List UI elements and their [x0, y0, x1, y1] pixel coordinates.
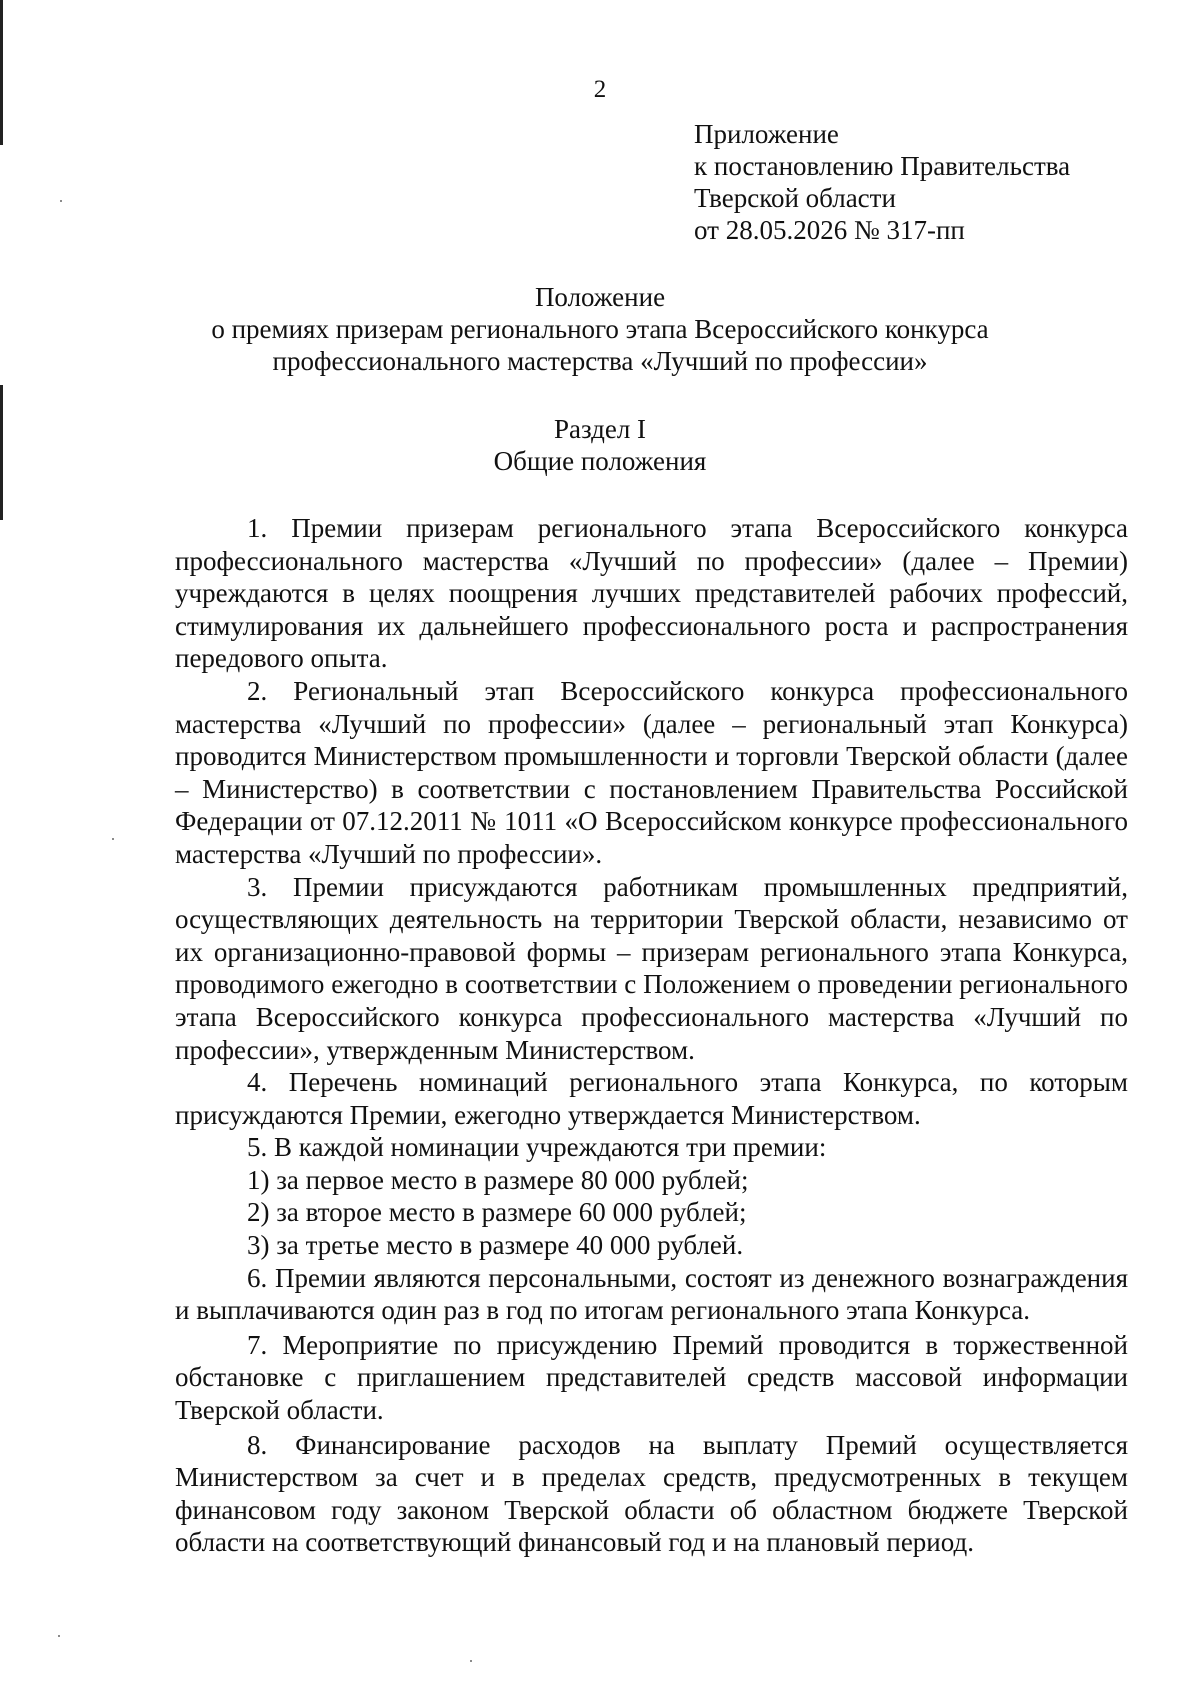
scan-dust: [470, 1660, 472, 1662]
title-line: профессионального мастерства «Лучший по профессии»: [272, 346, 928, 376]
page-number: 2: [593, 76, 607, 103]
scan-dust: [60, 200, 62, 202]
list-item: 1) за первое место в размере 80 000 рублей;: [247, 1164, 749, 1195]
section-name: Общие положения: [493, 446, 707, 476]
appendix-block: [694, 118, 1070, 246]
title-line: о премиях призерам регионального этапа Всероссийского конкурса: [211, 314, 989, 344]
scan-edge-mark: [0, 0, 3, 145]
scan-dust: [58, 1635, 60, 1637]
paragraph: 3. Премии присуждаются работникам промышленных предприятий, осуществляющих деятельность на территории Тверской области, независимо от их организационно-правовой формы – призерам регионального этапа Конкурса, проводимого ежегодно в соответствии с Положением о проведении регионального этапа Всероссийского конкурса профессионального мастерства «Лучший по профессии», утвержденным Министерством.: [175, 871, 1128, 1065]
paragraph: 1. Премии призерам регионального этапа Всероссийского конкурса профессионального мастерства «Лучший по профессии» (далее – Премии) учреждаются в целях поощрения лучших представителей рабочих профессий, стимулирования их дальнейшего профессионального роста и распространения передового опыта.: [175, 513, 1128, 674]
section-heading: [0, 413, 1200, 477]
paragraph: 5. В каждой номинации учреждаются три премии:: [247, 1132, 827, 1163]
title-heading: Положение: [534, 282, 666, 312]
paragraph: 7. Мероприятие по присуждению Премий проводится в торжественной обстановке с приглашением представителей средств массовой информации Тверской области.: [175, 1329, 1128, 1426]
appendix-line: к постановлению Правительства: [694, 151, 1071, 181]
paragraph: 8. Финансирование расходов на выплату Премий осуществляется Министерством за счет и в пределах средств, предусмотренных в текущем финансовом году законом Тверской области об областном бюджете Тверской области на соответствующий финансовый год и на плановый период.: [175, 1429, 1128, 1558]
paragraph: 4. Перечень номинаций регионального этапа Конкурса, по которым присуждаются Премии, ежегодно утверждается Министерством.: [175, 1067, 1128, 1130]
paragraph: 6. Премии являются персональными, состоят из денежного вознаграждения и выплачиваются один раз в год по итогам регионального этапа Конкурса.: [175, 1262, 1128, 1326]
appendix-line: от 28.05.2026 № 317-пп: [694, 215, 965, 245]
list-item: 2) за второе место в размере 60 000 рублей;: [247, 1197, 747, 1228]
document-title: [0, 281, 1200, 377]
scan-dust: [112, 838, 114, 840]
paragraph: 2. Региональный этап Всероссийского конкурса профессионального мастерства «Лучший по профессии» (далее – региональный этап Конкурса) проводится Министерством промышленности и торговли Тверской области (далее – Министерство) в соответствии с постановлением Правительства Российской Федерации от 07.12.2011 № 1011 «О Всероссийском конкурсе профессионального мастерства «Лучший по профессии».: [175, 675, 1128, 869]
appendix-line: Тверской области: [694, 183, 896, 213]
list-item: 3) за третье место в размере 40 000 рублей.: [247, 1230, 744, 1261]
section-number: Раздел I: [553, 414, 647, 444]
appendix-line: Приложение: [694, 119, 839, 149]
document-body: [175, 512, 1128, 1559]
